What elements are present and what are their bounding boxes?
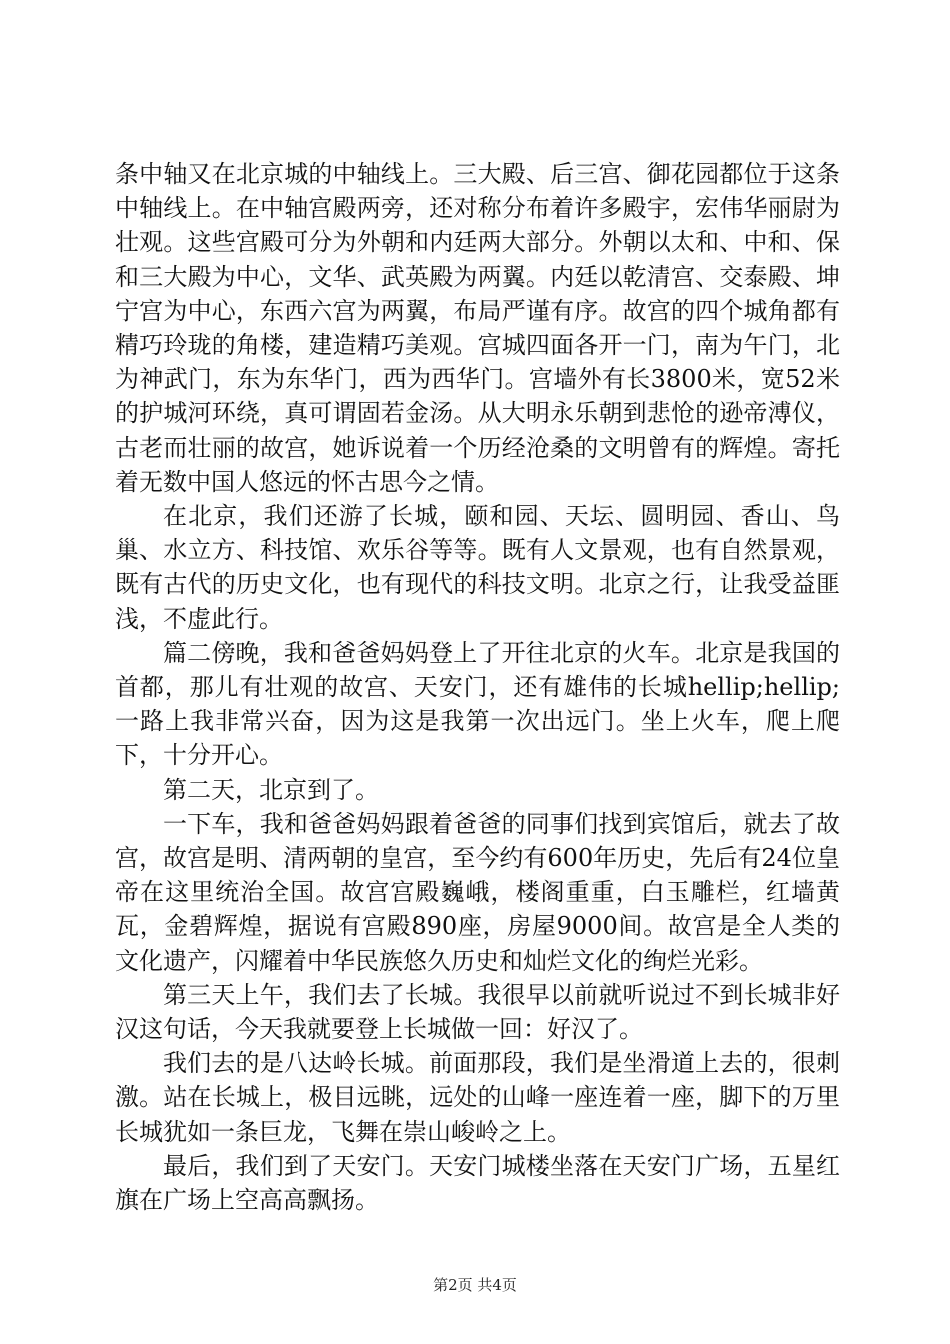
paragraph-continuation: 条中轴又在北京城的中轴线上。三大殿、后三宫、御花园都位于这条中轴线上。在中轴宫殿两旁，还对称分布着许多殿宇，宏伟华丽尉为壮观。这些宫殿可分为外朝和内廷两大部分。外朝以太和、中和、保和三大殿为中心，文华、武英殿为两翼。内廷以乾清宫、交泰殿、坤宁宫为中心，东西六宫为两翼，布局严谨有序。故宫的四个城角都有精巧玲珑的角楼，建造精巧美观。宫城四面各开一门，南为午门，北为神武门，东为东华门，西为西华门。宫墙外有长3800米，宽52米的护城河环绕，真可谓固若金汤。从大明永乐朝到悲怆的逊帝溥仪，古老而壮丽的故宫，她诉说着一个历经沧桑的文明曾有的辉煌。寄托着无数中国人悠远的怀古思今之情。 <box>115 160 840 496</box>
paragraph: 在北京，我们还游了长城，颐和园、天坛、圆明园、香山、鸟巢、水立方、科技馆、欢乐谷等等。既有人文景观，也有自然景观，既有古代的历史文化，也有现代的科技文明。北京之行，让我受益匪浅，不虚此行。 <box>115 502 840 633</box>
page-number-footer: 第2页 共4页 <box>433 1276 517 1294</box>
paragraph: 第二天，北京到了。 <box>163 775 379 804</box>
paragraph: 篇二傍晚，我和爸爸妈妈登上了开往北京的火车。北京是我国的首都，那儿有壮观的故宫、天安门，还有雄伟的长城hellip;hellip;一路上我非常兴奋，因为这是我第一次出远门。坐上火车，爬上爬下，十分开心。 <box>115 638 840 770</box>
paragraph: 一下车，我和爸爸妈妈跟着爸爸的同事们找到宾馆后，就去了故宫，故宫是明、清两朝的皇宫，至今约有600年历史，先后有24位皇帝在这里统治全国。故宫宫殿巍峨，楼阁重重，白玉雕栏，红墙黄瓦，金碧辉煌，据说有宫殿890座，房屋9000间。故宫是全人类的文化遗产，闪耀着中华民族悠久历史和灿烂文化的绚烂光彩。 <box>115 809 840 975</box>
paragraph: 第三天上午，我们去了长城。我很早以前就听说过不到长城非好汉这句话，今天我就要登上长城做一回：好汉了。 <box>115 980 840 1044</box>
paragraph: 最后，我们到了天安门。天安门城楼坐落在天安门广场，五星红旗在广场上空高高飘扬。 <box>115 1151 840 1215</box>
paragraph: 我们去的是八达岭长城。前面那段，我们是坐滑道上去的，很刺激。站在长城上，极目远眺，远处的山峰一座连着一座，脚下的万里长城犹如一条巨龙，飞舞在崇山峻岭之上。 <box>115 1049 840 1146</box>
document-body <box>115 157 840 1217</box>
